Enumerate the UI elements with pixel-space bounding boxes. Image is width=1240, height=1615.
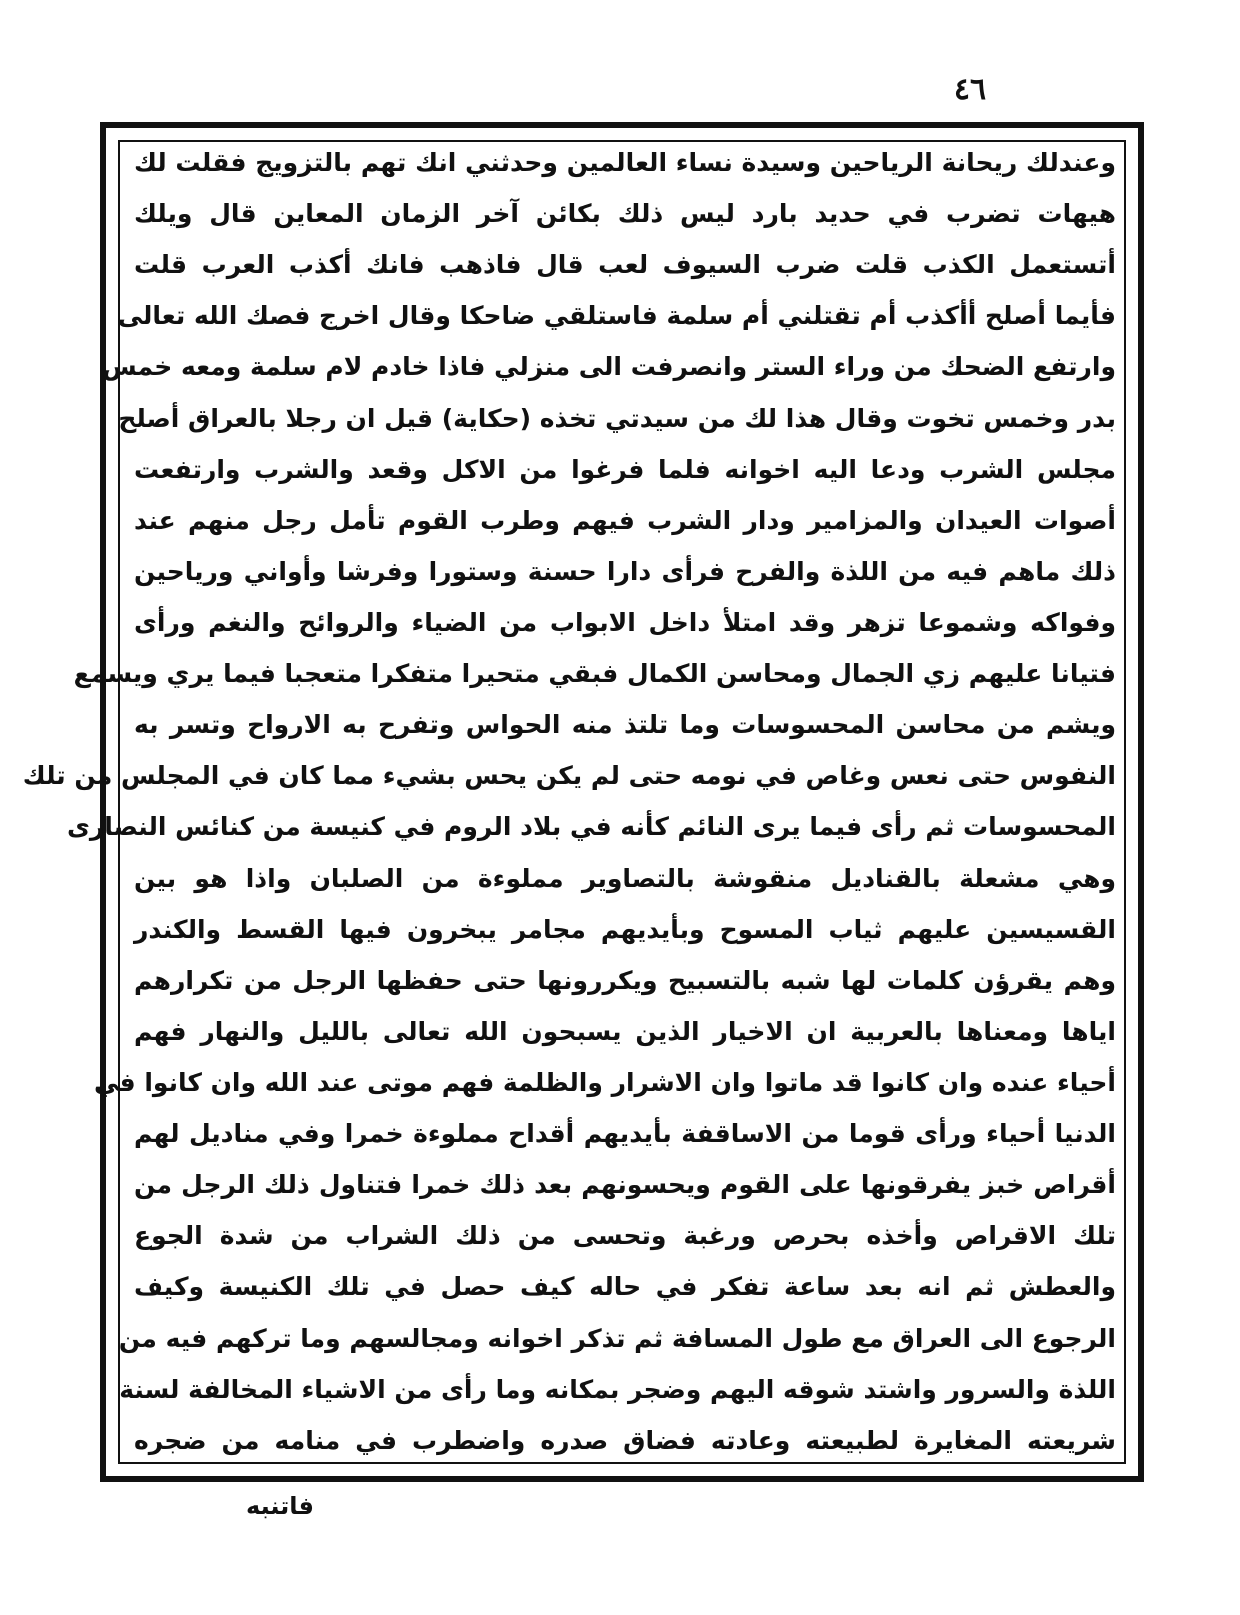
text-line: وهي مشعلة بالقناديل منقوشة بالتصاوير مملوءة من الصلبان واذا هو بين (134, 863, 1116, 893)
text-line: أصوات العيدان والمزامير ودار الشرب فيهم وطرب القوم تأمل رجل منهم عند (134, 505, 1116, 535)
text-line: الرجوع الى العراق مع طول المسافة ثم تذكر اخوانه ومجالسهم وما تركهم فيه من (118, 1323, 1116, 1353)
text-line: أتستعمل الكذب قلت ضرب السيوف لعب قال فاذهب فانك أكذب العرب قلت (134, 250, 1116, 280)
page-border-frame (22, 122, 1144, 1482)
text-line: وفواكه وشموعا تزهر وقد امتلأ داخل الابواب من الضياء والروائح والنغم ورأى (134, 607, 1116, 637)
text-line: تلك الاقراص وأخذه بحرص ورغبة وتحسى من ذلك الشراب من شدة الجوع (134, 1221, 1116, 1251)
text-line: اللذة والسرور واشتد شوقه اليهم وضجر بمكانه وما رأى من الاشياء المخالفة لسنة (119, 1374, 1116, 1404)
text-line: القسيسين عليهم ثياب المسوح وبأيديهم مجامر يبخرون فيها القسط والكندر (134, 914, 1116, 944)
catchword: فاتنبه (246, 1492, 314, 1520)
text-line: فأيما أصلح أأكذب أم تقتلني أم سلمة فاستلقي ضاحكا وقال اخرج فصك الله تعالى (117, 301, 1116, 331)
text-line: المحسوسات ثم رأى فيما يرى النائم كأنه في بلاد الروم في كنيسة من كنائس النصارى (66, 812, 1116, 842)
text-line: بدر وخمس تخوت وقال هذا لك من سيدتي تخذه (حكاية) قيل ان رجلا بالعراق أصلح (118, 403, 1116, 433)
text-line: الدنيا أحياء ورأى قوما من الاساقفة بأيديهم أقداح مملوءة خمرا وفي مناديل لهم (134, 1119, 1116, 1149)
text-line: النفوس حتى نعس وغاص في نومه حتى لم يكن يحس بشيء مما كان في المجلس من تلك (22, 761, 1116, 791)
text-line: وهم يقرؤن كلمات لها شبه بالتسبيح ويكررونها حتى حفظها الرجل من تكرارهم (134, 965, 1116, 995)
main-text-block (22, 142, 1116, 1462)
text-line: شريعته المغايرة لطبيعته وعادته فضاق صدره واضطرب في منامه من ضجره (134, 1425, 1116, 1455)
text-line: ويشم من محاسن المحسوسات وما تلتذ منه الحواس وتفرح به الارواح وتسر به (134, 710, 1116, 740)
text-line: فتيانا عليهم زي الجمال ومحاسن الكمال فبقي متحيرا متفكرا متعجبا فيما يري ويسمع (73, 659, 1116, 689)
text-line: مجلس الشرب ودعا اليه اخوانه فلما فرغوا من الاكل وقعد والشرب وارتفعت (134, 454, 1116, 484)
text-line: والعطش ثم انه بعد ساعة تفكر في حاله كيف حصل في تلك الكنيسة وكيف (134, 1272, 1116, 1302)
text-line: وارتفع الضحك من وراء الستر وانصرفت الى منزلي فاذا خادم لام سلمة ومعه خمس (102, 352, 1116, 382)
text-line: ذلك ماهم فيه من اللذة والفرح فرأى دارا حسنة وستورا وفرشا وأواني ورياحين (134, 556, 1116, 586)
text-line: أحياء عنده وان كانوا قد ماتوا وان الاشرار والظلمة فهم موتى عند الله وان كانوا في (93, 1067, 1116, 1097)
text-line: اياها ومعناها بالعربية ان الاخيار الذين يسبحون الله تعالى بالليل والنهار فهم (134, 1016, 1116, 1046)
page-number: ٤٦ (953, 72, 987, 107)
text-line: وعندلك ريحانة الرياحين وسيدة نساء العالمين وحدثني انك تهم بالتزويج فقلت لك (134, 148, 1116, 177)
text-line: هيهات تضرب في حديد بارد ليس ذلك بكائن آخر الزمان المعاين قال ويلك (134, 199, 1116, 229)
text-line: أقراص خبز يفرقونها على القوم ويحسونهم بعد ذلك خمرا فتناول ذلك الرجل من (134, 1170, 1116, 1200)
